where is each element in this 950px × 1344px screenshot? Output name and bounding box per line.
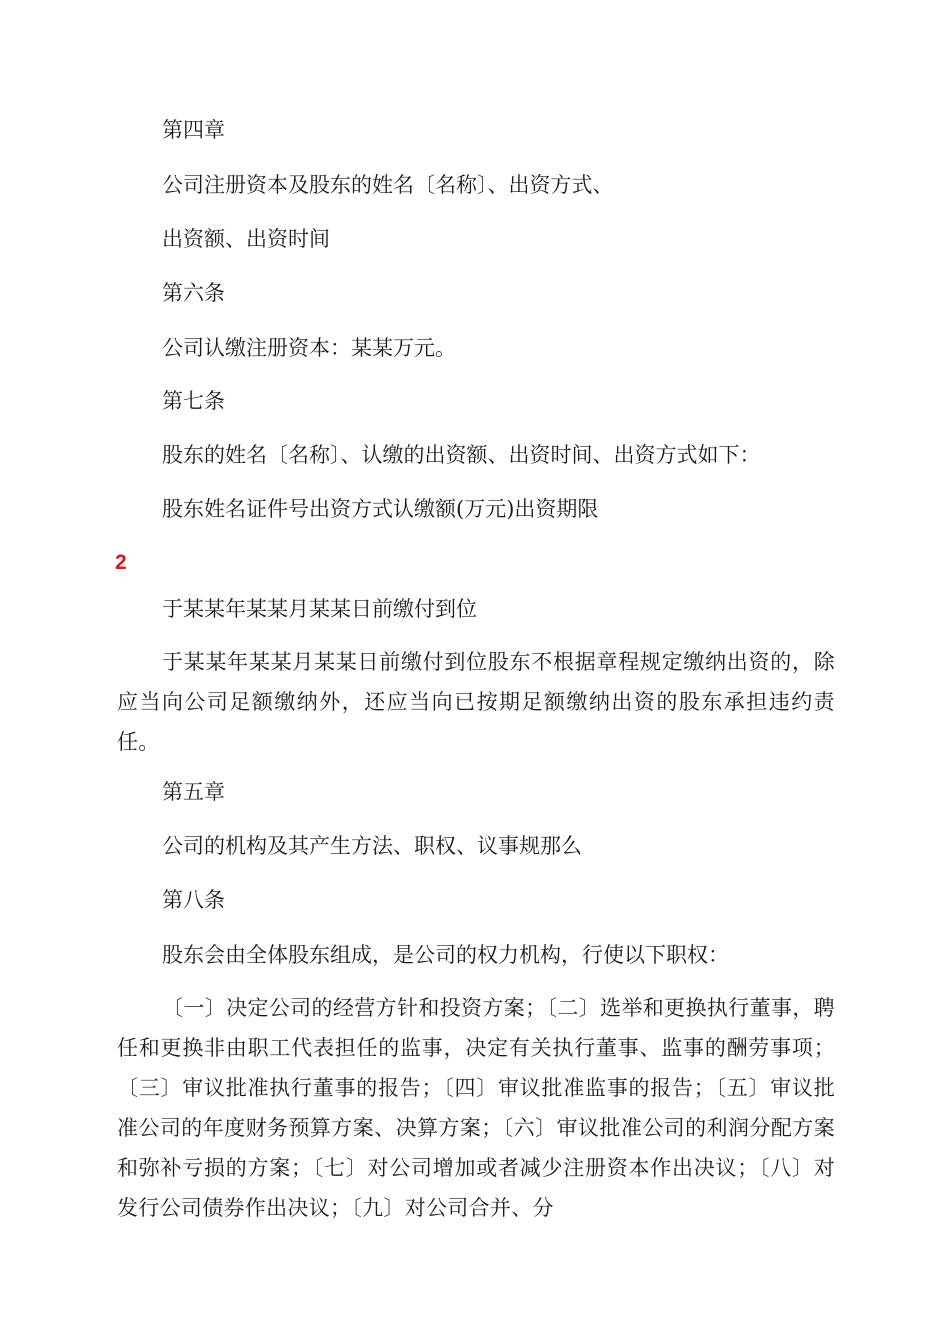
page-number: 2	[115, 551, 127, 574]
shareholder-table-header: 股东姓名证件号出资方式认缴额(万元)出资期限	[162, 497, 599, 521]
chapter-4-heading: 第四章	[162, 118, 225, 142]
article-6-text: 公司认缴注册资本：某某万元。	[162, 336, 456, 360]
article-7-heading: 第七条	[162, 389, 225, 413]
chapter-5-title: 公司的机构及其产生方法、职权、议事规那么	[162, 834, 582, 858]
penalty-paragraph: 于某某年某某月某某日前缴付到位股东不根据章程规定缴纳出资的，除应当向公司足额缴纳外，还应当向已按期足额缴纳出资的股东承担违约责任。	[117, 650, 835, 754]
article-8-heading: 第八条	[162, 888, 225, 912]
article-6-heading: 第六条	[162, 281, 225, 305]
payment-deadline-line: 于某某年某某月某某日前缴付到位	[162, 597, 477, 621]
chapter-4-title-line-1: 公司注册资本及股东的姓名〔名称〕、出资方式、	[162, 173, 614, 197]
article-8-text: 股东会由全体股东组成，是公司的权力机构，行使以下职权：	[162, 943, 729, 967]
article-7-text: 股东的姓名〔名称〕、认缴的出资额、出资时间、出资方式如下：	[162, 443, 761, 467]
chapter-5-heading: 第五章	[162, 780, 225, 804]
powers-paragraph: 〔一〕决定公司的经营方针和投资方案；〔二〕选举和更换执行董事，聘任和更换非由职工代表担任的监事，决定有关执行董事、监事的酬劳事项；〔三〕审议批准执行董事的报告；〔四〕审议批准监事的报告；〔五〕审议批准公司的年度财务预算方案、决算方案；〔六〕审议批准公司的利润分配方案和弥补亏损的方案；〔七〕对公司增加或者减少注册资本作出决议；〔八〕对发行公司债券作出决议；〔九〕对公司合并、分	[117, 996, 835, 1220]
chapter-4-title-line-2: 出资额、出资时间	[162, 227, 330, 251]
